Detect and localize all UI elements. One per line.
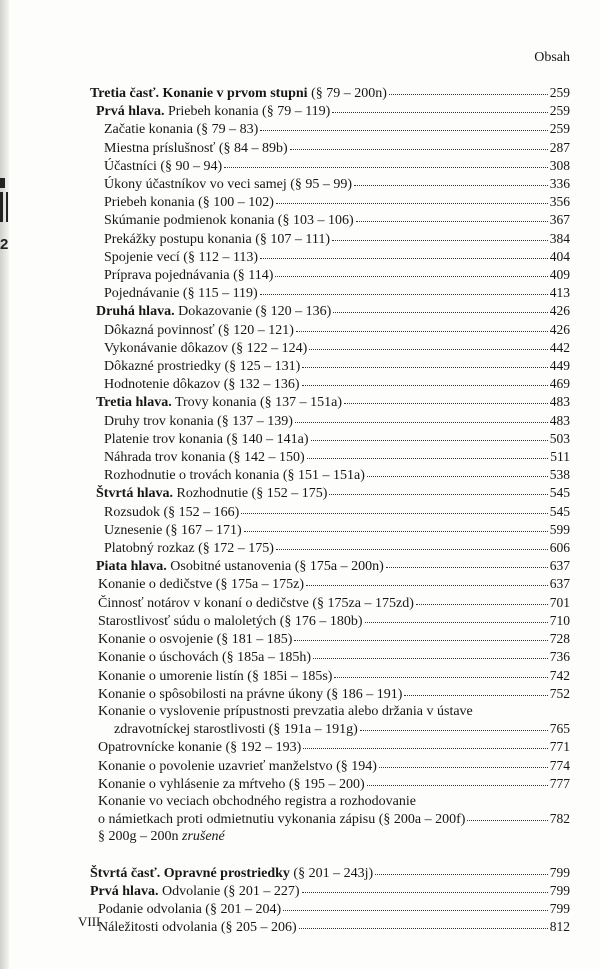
toc-entry-title: Opatrovnícke konanie (§ 192 – 193) bbox=[98, 740, 302, 756]
toc-entry-title: Účastníci (§ 90 – 94) bbox=[104, 158, 223, 174]
toc-entry bbox=[90, 575, 570, 593]
toc-entry-title: Konanie o úschovách (§ 185a – 185h) bbox=[98, 650, 312, 666]
toc-entry-repealed bbox=[90, 828, 570, 845]
toc-section-list bbox=[90, 900, 570, 936]
toc-entry-multiline: Konanie vo veciach obchodného registra a rozhodovanie bbox=[98, 793, 416, 809]
dot-leader bbox=[313, 658, 548, 659]
dot-leader bbox=[241, 513, 547, 514]
dot-leader bbox=[260, 130, 547, 131]
dot-leader bbox=[334, 677, 547, 678]
toc-chapter-title: Osobitné ustanovenia (§ 175a – 200n) bbox=[166, 559, 384, 575]
toc-entry bbox=[90, 266, 570, 284]
toc-page-number: 728 bbox=[549, 631, 570, 647]
running-header: Obsah bbox=[534, 50, 570, 65]
toc-page-number: 710 bbox=[549, 612, 570, 628]
dot-leader bbox=[344, 403, 548, 404]
spine-mark bbox=[0, 178, 5, 188]
dot-leader bbox=[416, 604, 548, 605]
toc-entry-title: Konanie o umorenie listín (§ 185i – 185s) bbox=[98, 668, 333, 684]
dot-leader bbox=[296, 331, 548, 332]
toc-chapter-label: Prvá hlava. bbox=[96, 104, 165, 120]
toc-chapter-label: Prvá hlava. bbox=[90, 883, 159, 899]
toc-entry-title: Vykonávanie dôkazov (§ 122 – 124) bbox=[104, 340, 308, 356]
repealed-label: zrušené bbox=[182, 829, 225, 845]
toc-entry bbox=[90, 667, 570, 685]
toc-entry-title: Činnosť notárov v konaní o dedičstve (§ 175za – 175zd) bbox=[98, 595, 414, 611]
toc-page-number: 701 bbox=[549, 594, 570, 610]
dot-leader bbox=[379, 767, 548, 768]
toc-entry-title: Dôkazné prostriedky (§ 125 – 131) bbox=[104, 359, 301, 375]
toc-entry-title: Uznesenie (§ 167 – 171) bbox=[104, 522, 242, 538]
toc-entry-title: Náležitosti odvolania (§ 205 – 206) bbox=[98, 920, 297, 936]
toc-entry-title: Pojednávanie (§ 115 – 119) bbox=[104, 286, 258, 302]
toc-entry bbox=[90, 230, 570, 248]
toc-page-number: 259 bbox=[549, 103, 570, 119]
toc-part-title: Štvrtá časť. Opravné prostriedky bbox=[90, 865, 290, 881]
dot-leader bbox=[375, 874, 548, 875]
toc-entry bbox=[90, 775, 570, 793]
dot-leader bbox=[290, 149, 548, 150]
spine-mark bbox=[6, 192, 8, 222]
toc-page-number: 503 bbox=[549, 430, 570, 446]
dot-leader bbox=[360, 730, 548, 731]
toc-entry bbox=[90, 521, 570, 539]
toc-page-number: 426 bbox=[549, 321, 570, 337]
toc-page-number: 538 bbox=[549, 467, 570, 483]
toc-part-title: Tretia časť. Konanie v prvom stupni bbox=[90, 86, 308, 101]
toc-page-number: 367 bbox=[549, 212, 570, 228]
toc-chapter-heading bbox=[90, 882, 570, 900]
toc-entry bbox=[90, 738, 570, 756]
toc-section-list bbox=[90, 738, 570, 793]
toc-entry bbox=[90, 757, 570, 775]
toc-entry bbox=[90, 685, 570, 703]
toc-entry-title: Prekážky postupu konania (§ 107 – 111) bbox=[104, 231, 331, 247]
toc-page-number: 413 bbox=[549, 285, 570, 301]
dot-leader bbox=[244, 531, 548, 532]
toc-page-number: 469 bbox=[549, 376, 570, 392]
toc-entry bbox=[90, 175, 570, 193]
toc-entry bbox=[90, 339, 570, 357]
toc-chapter-title: Rozhodnutie (§ 152 – 175) bbox=[173, 486, 328, 502]
table-of-contents bbox=[90, 84, 570, 936]
toc-page-number: 308 bbox=[549, 157, 570, 173]
dot-leader bbox=[332, 112, 547, 113]
toc-page-number: 259 bbox=[549, 121, 570, 137]
dot-leader bbox=[306, 585, 548, 586]
toc-page-number: 511 bbox=[550, 449, 570, 465]
dot-leader bbox=[299, 928, 548, 929]
toc-chapter-title: Trovy konania (§ 137 – 151a) bbox=[171, 395, 343, 411]
toc-page-number: 409 bbox=[549, 267, 570, 283]
toc-page-number: 449 bbox=[549, 358, 570, 374]
toc-entry-title: Konanie o osvojenie (§ 181 – 185) bbox=[98, 632, 293, 648]
dot-leader bbox=[224, 167, 548, 168]
book-binding-edge bbox=[0, 0, 9, 969]
dot-leader bbox=[276, 203, 548, 204]
toc-chapter-label: Piata hlava. bbox=[96, 559, 167, 575]
dot-leader bbox=[260, 294, 548, 295]
dot-leader bbox=[275, 276, 547, 277]
dot-leader bbox=[367, 476, 548, 477]
toc-entry-title: Rozsudok (§ 152 – 166) bbox=[104, 504, 240, 520]
toc-entry bbox=[90, 321, 570, 339]
toc-entry-title: Príprava pojednávania (§ 114) bbox=[104, 268, 274, 284]
toc-chapter-label: Štvrtá hlava. bbox=[96, 486, 173, 502]
page-number-footer: VIII bbox=[78, 914, 101, 929]
toc-section-list bbox=[90, 575, 570, 702]
toc-entry bbox=[90, 248, 570, 266]
toc-entry bbox=[90, 503, 570, 521]
toc-entry-title: Rozhodnutie o trovách konania (§ 151 – 151a) bbox=[104, 468, 365, 484]
toc-chapter-title: Priebeh konania (§ 79 – 119) bbox=[164, 104, 331, 120]
toc-page-number: 812 bbox=[549, 919, 570, 935]
toc-entry bbox=[90, 539, 570, 557]
toc-entry bbox=[90, 448, 570, 466]
toc-entry-title: Hodnotenie dôkazov (§ 132 – 136) bbox=[104, 377, 300, 393]
toc-entry-title: Skúmanie podmienok konania (§ 103 – 106) bbox=[104, 213, 354, 229]
dot-leader bbox=[329, 494, 547, 495]
toc-page-number: 356 bbox=[549, 194, 570, 210]
dot-leader bbox=[467, 820, 547, 821]
toc-section-list bbox=[90, 503, 570, 558]
dot-leader bbox=[302, 367, 547, 368]
spine-mark bbox=[0, 192, 3, 222]
toc-page-number: 736 bbox=[549, 649, 570, 665]
toc-page-number: 637 bbox=[549, 576, 570, 592]
toc-page-number: 483 bbox=[549, 394, 570, 410]
dot-leader bbox=[302, 892, 548, 893]
toc-page-number: 782 bbox=[549, 811, 570, 827]
toc-chapter-heading bbox=[90, 393, 570, 411]
toc-page-number: 606 bbox=[549, 540, 570, 556]
dot-leader bbox=[311, 440, 548, 441]
toc-page-number: 287 bbox=[549, 139, 570, 155]
toc-page-number: 426 bbox=[549, 303, 570, 319]
toc-page-number: 774 bbox=[549, 757, 570, 773]
toc-entry-title: Miestna príslušnosť (§ 84 – 89b) bbox=[104, 140, 288, 156]
toc-entry bbox=[90, 648, 570, 666]
toc-entry-title: Dôkazná povinnosť (§ 120 – 121) bbox=[104, 322, 294, 338]
toc-entry bbox=[90, 193, 570, 211]
toc-entry bbox=[90, 139, 570, 157]
toc-part-range: (§ 201 – 243j) bbox=[289, 865, 374, 881]
dot-leader bbox=[386, 567, 548, 568]
toc-section-list bbox=[90, 412, 570, 485]
toc-page-number: 771 bbox=[549, 739, 570, 755]
toc-entry-title: Platenie trov konania (§ 140 – 141a) bbox=[104, 431, 309, 447]
toc-chapter-title: Dokazovanie (§ 120 – 136) bbox=[174, 304, 332, 320]
toc-chapter-heading bbox=[90, 484, 570, 502]
toc-entry bbox=[90, 120, 570, 138]
toc-entry bbox=[90, 430, 570, 448]
toc-page-number: 799 bbox=[549, 900, 570, 916]
toc-part-range: (§ 79 – 200n) bbox=[307, 86, 387, 101]
toc-chapter-heading bbox=[90, 102, 570, 120]
toc-page-number: 545 bbox=[549, 485, 570, 501]
dot-leader bbox=[404, 695, 547, 696]
toc-part-heading bbox=[90, 84, 570, 102]
toc-page-number: 442 bbox=[549, 339, 570, 355]
toc-chapter-heading bbox=[90, 557, 570, 575]
dot-leader bbox=[302, 385, 548, 386]
dot-leader bbox=[276, 549, 548, 550]
toc-entry-title: Priebeh konania (§ 100 – 102) bbox=[104, 195, 274, 211]
toc-entry bbox=[90, 900, 570, 918]
dot-leader bbox=[356, 221, 548, 222]
dot-leader bbox=[260, 258, 548, 259]
dot-leader bbox=[367, 785, 548, 786]
toc-chapter-label: Tretia hlava. bbox=[96, 395, 172, 411]
toc-entry-title: Konanie o spôsobilosti na právne úkony (§ 186 – 191) bbox=[98, 686, 403, 702]
section-gap bbox=[90, 846, 570, 864]
dot-leader bbox=[283, 910, 548, 911]
toc-entry-title: Starostlivosť súdu o maloletých (§ 176 – 180b) bbox=[98, 613, 363, 629]
toc-page-number: 545 bbox=[549, 503, 570, 519]
dot-leader bbox=[295, 422, 548, 423]
toc-chapter-title: Odvolanie (§ 201 – 227) bbox=[158, 883, 300, 899]
dot-leader bbox=[365, 622, 548, 623]
toc-page-number: 799 bbox=[549, 864, 570, 880]
toc-entry-title: Druhy trov konania (§ 137 – 139) bbox=[104, 413, 293, 429]
toc-entry bbox=[90, 612, 570, 630]
toc-page-number: 336 bbox=[549, 176, 570, 192]
dot-leader bbox=[389, 94, 548, 95]
toc-section-list bbox=[90, 120, 570, 302]
toc-entry-range: § 200g – 200n bbox=[98, 829, 179, 845]
toc-chapter-label: Druhá hlava. bbox=[96, 304, 175, 320]
toc-page-number: 752 bbox=[549, 685, 570, 701]
dot-leader bbox=[332, 240, 548, 241]
dot-leader bbox=[307, 458, 549, 459]
toc-entry-title: Konanie o vyhlásenie za mŕtveho (§ 195 – 200) bbox=[98, 776, 365, 792]
toc-chapter-heading bbox=[90, 302, 570, 320]
toc-entry-title: Náhrada trov konania (§ 142 – 150) bbox=[104, 450, 305, 466]
dot-leader bbox=[303, 748, 547, 749]
toc-entry bbox=[90, 412, 570, 430]
toc-entry-continuation bbox=[90, 810, 570, 828]
toc-page-number: 599 bbox=[549, 521, 570, 537]
toc-entry-title: o námietkach proti odmietnutiu vykonania zápisu (§ 200a – 200f) bbox=[98, 812, 466, 828]
toc-page-number: 799 bbox=[549, 882, 570, 898]
toc-page-number: 765 bbox=[549, 721, 570, 737]
toc-entry-title: Konanie o povolenie uzavrieť manželstvo (§ 194) bbox=[98, 758, 377, 774]
toc-entry-title: Začatie konania (§ 79 – 83) bbox=[104, 122, 259, 138]
toc-entry-title: Platobný rozkaz (§ 172 – 175) bbox=[104, 541, 274, 557]
toc-section-list bbox=[90, 321, 570, 394]
toc-page-number: 483 bbox=[549, 412, 570, 428]
toc-entry-title: Podanie odvolania (§ 201 – 204) bbox=[98, 901, 282, 917]
toc-entry bbox=[90, 594, 570, 612]
toc-part-heading bbox=[90, 864, 570, 882]
toc-page-number: 259 bbox=[549, 85, 570, 100]
toc-entry bbox=[90, 375, 570, 393]
toc-entry bbox=[90, 211, 570, 229]
toc-page-number: 777 bbox=[549, 775, 570, 791]
dot-leader bbox=[333, 312, 547, 313]
toc-page-number: 384 bbox=[549, 230, 570, 246]
toc-page-number: 637 bbox=[549, 558, 570, 574]
spine-digit: 2 bbox=[0, 236, 9, 253]
dot-leader bbox=[294, 640, 547, 641]
dot-leader bbox=[354, 185, 548, 186]
toc-page-number: 404 bbox=[549, 248, 570, 264]
toc-entry-title: Konanie o dedičstve (§ 175a – 175z) bbox=[98, 577, 305, 593]
toc-entry-title: Úkony účastníkov vo veci samej (§ 95 – 99) bbox=[104, 177, 353, 193]
toc-page-number: 742 bbox=[549, 667, 570, 683]
toc-entry-multiline: Konanie o vyslovenie prípustnosti prevzatia alebo držania v ústave bbox=[98, 703, 473, 719]
toc-entry bbox=[90, 918, 570, 936]
toc-entry bbox=[90, 357, 570, 375]
toc-entry bbox=[90, 630, 570, 648]
toc-entry-title: zdravotníckej starostlivosti (§ 191a – 191g) bbox=[114, 722, 358, 738]
toc-entry-title: Spojenie vecí (§ 112 – 113) bbox=[104, 249, 259, 265]
toc-entry-continuation bbox=[90, 720, 570, 738]
toc-entry bbox=[90, 284, 570, 302]
toc-entry bbox=[90, 157, 570, 175]
toc-entry bbox=[90, 466, 570, 484]
dot-leader bbox=[309, 349, 547, 350]
